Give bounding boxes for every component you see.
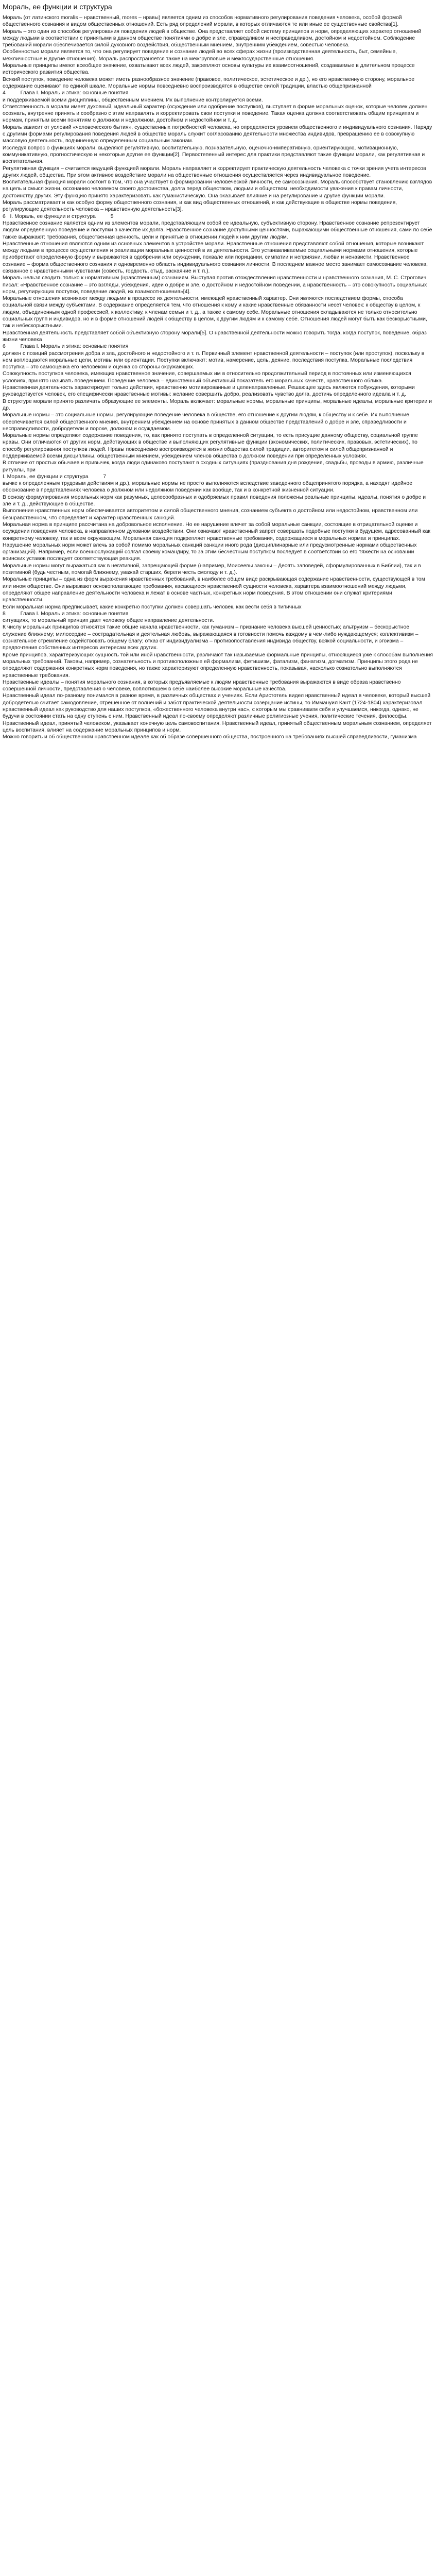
- document-body: [3, 14, 433, 740]
- paragraph: Нравственный идеал по-разному понимался в разное время, в различных обществах и учениях. Если Аристотель видел нравственный идеал в человеке, который высшей добродетелью считает самодовление, отрешенное от волнений и забот практической деятельности созерцание истины, то Иммануил Кант (1724-1804) характеризовал нравственный идеал как руководство для наших поступков, «божественного человека внутри нас», с которым мы сравниваем себя и улучшаемся, никогда, однако, не будучи в состоянии стать на одну ступень с ним. Нравственный идеал по-своему определяют различные религиозные учения, политические течения, философы.: [3, 693, 432, 720]
- paragraph: Моральная норма в принципе рассчитана на добровольное исполнение. Но ее нарушение влечет за собой моральные санкции, состоящие в отрицательной оценке и осуждении поведения человека, в направленном духовном воздействии. Они означают нравственный запрет совершать подобные поступки в будущем, адресованный как конкретному человеку, так и всем окружающим. Моральная санкция подкрепляет нравственные требования, содержащиеся в моральных нормах и принципах.: [3, 521, 432, 541]
- paragraph: Особенностью морали является то, что она регулирует поведение и сознание людей во всех сферах жизни (производственная деятельность, быт, семейные, межличностные и другие отношения). Мораль распространяется также на межгрупповые и межгосударственные отношения.: [3, 49, 399, 62]
- paragraph: Мораль (от латинского moralis – нравственный, mores – нравы) является одним из способов нормативного регулирования поведения человека, особой формой общественного сознания и видом общественных отношений. Есть ряд определений морали, в которых отличаются те или иные ее существенные свойства[1].: [3, 15, 404, 28]
- paragraph: Моральные нормы могут выражаться как в негативной, запрещающей форме (например, Моисеевы законы – Десять заповедей, сформулированных в Библии), так и в позитивной (будь честным, помогай ближнему, уважай старших, береги честь смолоду и т. д.).: [3, 563, 423, 576]
- paragraph: 8 Глава I. Мораль и этика: основные понятия: [3, 611, 129, 617]
- paragraph: Мораль зависит от условий «человеческого бытия», существенных потребностей человека, но определяется уровнем общественного и индивидуального сознания. Наряду с другими формами регулирования поведения людей в обществе мораль служит согласованию деятельности множества индивидов, превращению ее в совокупную массовую деятельность, подчиненную определенным социальным законам.: [3, 124, 434, 144]
- paragraph: К числу моральных принципов относятся такие общие начала нравственности, как гуманизм – признание человека высшей ценностью; альтруизм – бескорыстное служение ближнему; милосердие – сострадательная и деятельная любовь, выражающаяся в готовности помочь каждому в чем-либо нуждающемуся; коллективизм – сознательное стремление содействовать общему благу; отказ от индивидуализма – противопоставления индивида обществу, всякой социальности, и эгоизма – предпочтения собственных интересов интересам всех других.: [3, 624, 420, 651]
- document-page: [0, 0, 436, 743]
- paragraph: 6 Глава I. Мораль и этика: основные понятия: [3, 344, 129, 350]
- paragraph: Ответственность в морали имеет духовный, идеальный характер (осуждение или одобрение поступков), выступает в форме моральных оценок, которые человек должен осознать, внутренне принять и сообразно с этим направлять и корректировать свои поступки и поведение. Такая оценка должна соответствовать общим принципам и нормам, принятым всеми понятиям о должном и недолжном, достойном и недостойном и т. д.: [3, 104, 429, 124]
- paragraph: Мораль нельзя сводить только к нормативным (нравственным) сознаниям. Выступая против отождествления нравственности и нравственного сознания, М. С. Строгович писал: «Нравственное сознание – это взгляды, убеждения, идеи о добре и зле, о достойном и недостойном поведении, а нравственность – это совокупность социальных норм, регулирующих поступки, поведение людей, их взаимоотношения»[4].: [3, 275, 429, 295]
- paragraph: В структуре морали принято различать образующие ее элементы. Мораль включает: моральные нормы, моральные принципы, моральные идеалы, моральные критерии и др.: [3, 398, 433, 411]
- paragraph: Совокупность поступков человека, имеющих нравственное значение, совершаемых им в относительно продолжительный период в постоянных или изменяющихся условиях, принято называть поведением. Поведение человека – единственный объективный показатель его моральных качеств, нравственного облика.: [3, 371, 413, 384]
- paragraph: должен с позиций рассмотрения добра и зла, достойного и недостойного и т. п. Первичный элемент нравственной деятельности – поступок (или проступок), поскольку в нем воплощаются моральные цели, мотивы или ориентации. Поступки включают: мотив, намерение, цель, деяние, последствия поступка. Моральные последствия поступка – это самооценка его человеком и оценка со стороны окружающих.: [3, 350, 426, 370]
- paragraph: I. Мораль, ее функции и структура 7: [3, 473, 107, 480]
- paragraph: В отличие от простых обычаев и привычек, когда люди одинаково поступают в сходных ситуациях (празднования дня рождения, свадьбы, проводы в армию, различные ритуалы, при: [3, 460, 425, 473]
- paragraph: Моральные нормы определяют содержание поведения, то, как принято поступать в определенной ситуации, то есть присущие данному обществу, социальной группе нравы. Они отличаются от других норм, действующих в обществе и выполняющих регулятивные функции (экономических, политических, правовых, эстетических), по способу регулирования поступков людей. Нравы повседневно воспроизводятся в жизни общества силой традиции, авторитетом и силой общепризнанной и поддерживаемой всеми дисциплины, общественным мнением, убеждением членов общества о должном поведении при определенных условиях.: [3, 433, 420, 459]
- paragraph: Нравственная деятельность характеризует только действия, нравственно мотивированные и целенаправленные. Решающее здесь являются побуждения, которыми руководствуется человек, его специфически нравственные мотивы: желание совершить добро, реализовать чувство долга, достичь определенного идеала и т. д.: [3, 385, 416, 398]
- paragraph: Регулятивная функция – считается ведущей функцией морали. Мораль направляет и корректирует практическую деятельность человека с точки зрения учета интересов других людей, общества. При этом активное воздействие морали на общественные отношения осуществляется через индивидуальное поведение.: [3, 165, 428, 178]
- paragraph: вычке к определенным трудовым действиям и др.), моральные нормы не просто выполняются вследствие заведенного общепринятого порядка, а находят идейное обоснование в представлениях человека о должном или недолжном поведении как вообще, так и в конкретной жизненной ситуации.: [3, 481, 414, 494]
- paragraph: 6 I. Мораль, ее функции и структура 5: [3, 213, 114, 219]
- paragraph: Нарушение моральных норм может влечь за собой помимо моральных санкций санкции иного рода (дисциплинарные или предусмотренные нормами общественных организаций). Например, если военнослужащий солгал своему командиру, то за этим бесчестным поступком последует в соответствии со его тяжести на основании воинских уставов последует соответствующая реакция.: [3, 542, 418, 562]
- paragraph: Нравственная деятельность представляет собой объективную сторону морали[5]. О нравственной деятельности можно говорить тогда, когда поступок, поведение, образ жизни человека: [3, 330, 428, 343]
- paragraph: Нравственное сознание является одним из элементов морали, представляющим собой ее идеальную, субъективную сторону. Нравственное сознание репрезентирует людям определенную поведение и поступки в качестве их долга. Нравственное сознание доступными ценностями, выражающими общественные отношения, сами по себе также выражают: требования, общественная ценность, цели и принятые в отношении людей к ним другим людям.: [3, 220, 434, 240]
- paragraph: Нравственные отношения являются одним из основных элементов в устройстве морали. Нравственные отношения представляют собой отношения, которые возникают между людьми в процессе осуществления и реализации моральных ценностей в их деятельности. Это устанавливаемые социальными нормами отношения, которые приобретают определенную форму и выражаются в одобрении или осуждении, похвале или порицании, симпатии и неприязни, любви и ненависти. Нравственное сознание – форма общественного сознания и одновременно область индивидуального сознания личности. В последнем важное место занимает самосознание человека, связанное с нравственными чувствами (совесть, гордость, стыд, раскаяние и т. п.).: [3, 241, 429, 274]
- paragraph: Моральные принципы – одна из форм выражения нравственных требований, в наиболее общем виде раскрывающая содержание нравственности, существующей в том или ином обществе. Они выражают основополагающие требования, касающиеся нравственной сущности человека, характера взаимоотношений между людьми, определяют общее направление деятельности человека и лежат в основе частных, конкретных норм поведения. В этом отношении они служат критериями нравственности.: [3, 577, 427, 603]
- paragraph: Всякий поступок, поведение человека может иметь разнообразное значение (правовое, политическое, эстетическое и др.), но его нравственную сторону, моральное содержание оценивают по единой шкале. Моральные нормы повседневно воспроизводятся в обществе силой традиции, властью общепризнанной: [3, 76, 416, 89]
- paragraph: Мораль – это один из способов регулирования поведения людей в обществе. Она представляет собой систему принципов и норм, определяющих характер отношений между людьми в соответствии с принятыми в данном обществе понятиями о добре и зле, справедливом и несправедливом, достойном и недостойном. Соблюдение требований морали обеспечивается силой духовного воздействия, общественным мнением, внутренним убеждением, совестью человека.: [3, 28, 423, 48]
- paragraph: Нравственный идеал, принятый человеком, указывает конечную цель самовоспитания. Нравственный идеал, принятый общественным моральным сознанием, определяет цель воспитания, влияет на содержание моральных принципов и норм.: [3, 720, 433, 733]
- paragraph: Моральные отношения возникают между людьми в процессе их деятельности, имеющей нравственный характер. Они являются последствием формы, способа социальной связи между субъектами. В содержание определяется тем, что отношения к кому и какие нравственные обязанности несет человек: к обществу в целом, к людям, объединенным одной профессией, к коллективу, к членам семьи и т. д., а также к самому себе. Моральные отношения складываются не только относительно социальных групп и индивидов, но и в форме отношений людей к обществу в целом, к другим людям и к самому себе. Отношения людей могут быть как бескорыстными, так и небескорыстными.: [3, 296, 429, 329]
- paragraph: Моральные принципы имеют всеобщее значение, охватывают всех людей, закрепляют основы культуры их взаимоотношений, создаваемые в длительном процессе исторического развития общества.: [3, 63, 416, 76]
- paragraph: Выполнение нравственных норм обеспечивается авторитетом и силой общественного мнения, сознанием субъекта о достойном или недостойном, нравственном или безнравственном, что определяет и характер нравственных санкций.: [3, 508, 420, 521]
- paragraph: Моральные нормы – это социальные нормы, регулирующие поведение человека в обществе, его отношение к другим людям, к обществу и к себе. Их выполнение обеспечивается силой общественного мнения, внутренним убеждением на основе принятых в данном обществе представлений о добре и зле, справедливости и несправедливости, добродетели и пороке, должном и осуждаемом.: [3, 412, 411, 432]
- paragraph: В основу формулирования моральных норм как разумных, целесообразных и одобряемых правил поведения положены реальные принципы, идеалы, понятия о добре и зле и т. д., действующие в обществе.: [3, 494, 427, 507]
- paragraph: и поддерживаемой всеми дисциплины, общественным мнением. Их выполнение контролируется всеми.: [3, 97, 263, 103]
- paragraph: Воспитательная функция морали состоит в том, что она участвует в формировании человеческой личности, ее самосознания. Мораль способствует становлению взглядов на цель и смысл жизни, осознанию человеком своего достоинства, долга перед обществом, людьми и обществом, необходимости уважения к правам личности, достоинству других. Эту функцию принято характеризовать как гуманистическую. Она оказывает влияние и на регулирование и другие функции морали.: [3, 179, 434, 199]
- paragraph: Если моральная норма предписывает, какие конкретно поступки должен совершать человек, как вести себя в типичных: [3, 604, 302, 610]
- paragraph: Можно говорить и об общественном нравственном идеале как об образе совершенного общества, построенного на требованиях высшей справедливости, гуманизма: [3, 734, 417, 740]
- paragraph: ситуациях, то моральный принцип дает человеку общее направление деятельности.: [3, 618, 214, 624]
- paragraph: Мораль рассматривает и как особую форму общественного сознания, и как вид общественных отношений, и как действующие в обществе нормы поведения, регулирующие деятельность человека – нравственную деятельность[3].: [3, 200, 399, 213]
- page-title: Мораль, ее функции и структура: [3, 3, 112, 11]
- paragraph: Кроме принципов, характеризующих сущность той или иной нравственности, различают так называемые формальные принципы, относящиеся уже к способам выполнения моральных требований. Таковы, например, сознательность и противоположные ей формализм, фетишизм, фатализм, фанатизм, догматизм. Принципы этого рода не определяют содержания конкретных норм поведения, но также характеризуют определенную нравственность, показывая, насколько сознательно выполняются нравственные требования.: [3, 652, 434, 679]
- paragraph: Исследуя вопрос о функциях морали, выделяют регулятивную, воспитательную, познавательную, оценочно-императивную, ориентирующую, мотивационную, коммуникативную, прогностическую и некоторые другие ее функции[2]. Первостепенный интерес для практики представляют такие функции морали, как регулятивная и воспитательная.: [3, 145, 427, 165]
- paragraph: Нравственные идеалы – понятия морального сознания, в которых предъявляемые к людям нравственные требования выражаются в виде образа нравственно совершенной личности, представления о человеке, воплотившем в себе наиболее высокие моральные качества.: [3, 679, 403, 692]
- paragraph: 4 Глава I. Мораль и этика: основные понятия: [3, 90, 129, 96]
